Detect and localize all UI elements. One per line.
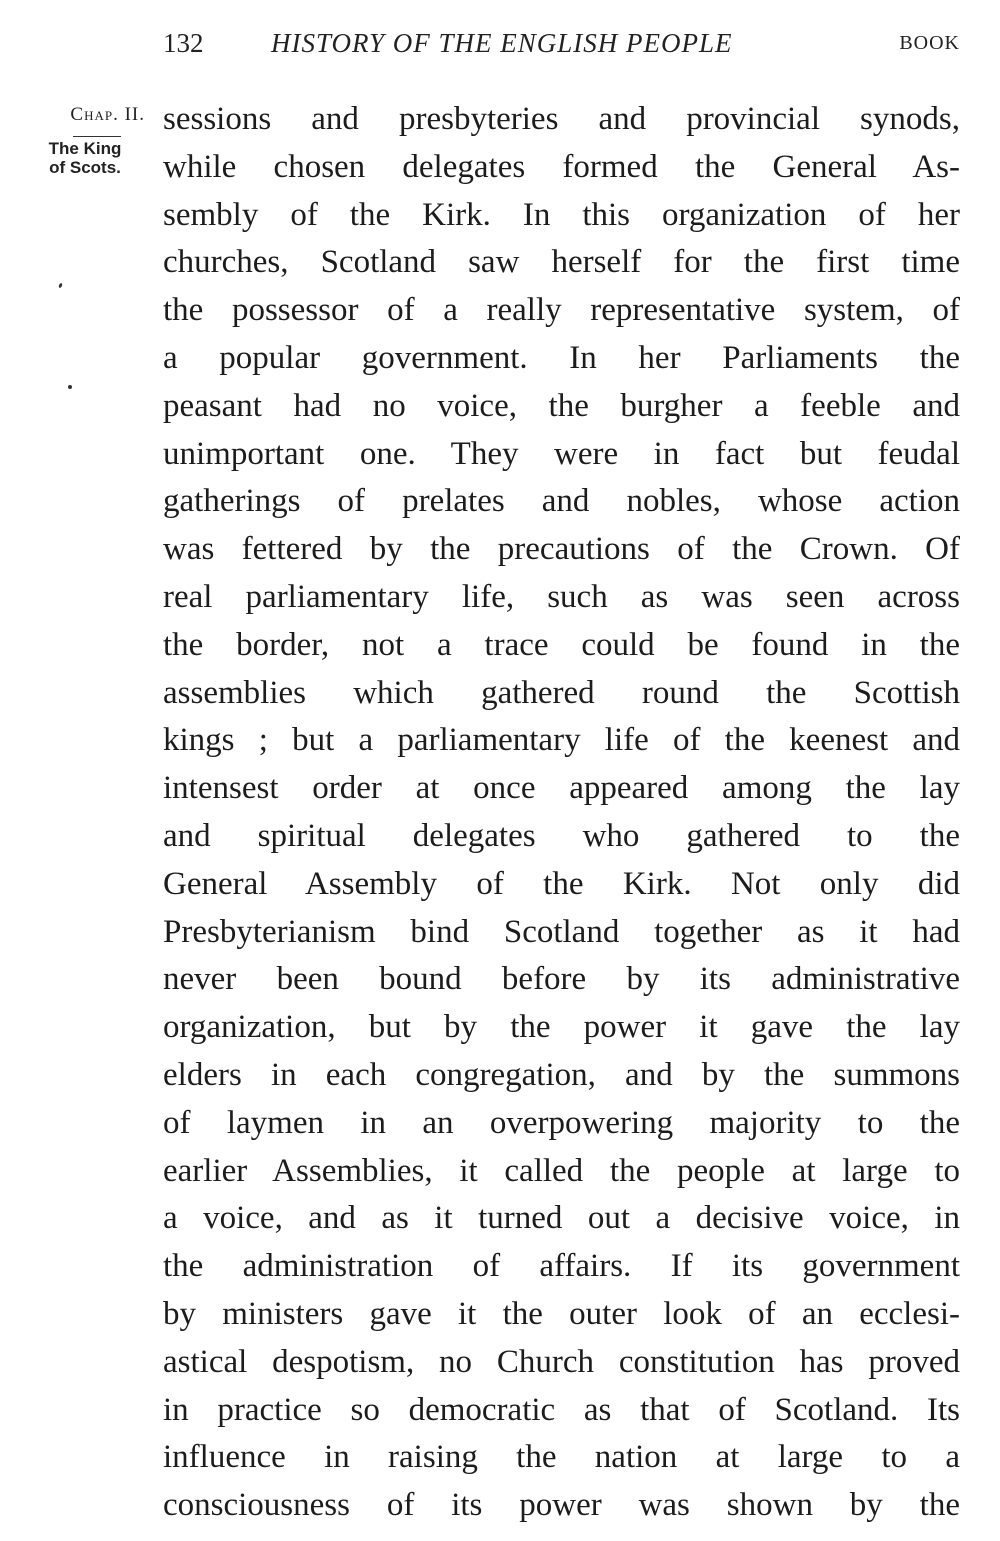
text-line: elders in each congregation, and by the summons <box>163 1056 960 1093</box>
text-line: earlier Assemblies, it called the people at large to <box>163 1152 960 1189</box>
body-text <box>163 96 960 1530</box>
text-line: astical despotism, no Church constitution has proved <box>163 1343 960 1380</box>
text-line: the border, not a trace could be found in the <box>163 626 960 663</box>
text-line: of laymen in an overpowering majority to the <box>163 1104 960 1141</box>
text-line: unimportant one. They were in fact but feudal <box>163 435 960 472</box>
running-title: HISTORY OF THE ENGLISH PEOPLE <box>271 28 733 58</box>
text-line: intensest order at once appeared among the lay <box>163 770 960 807</box>
text-line: Presbyterianism bind Scotland together as it had <box>163 913 960 950</box>
text-line: organization, but by the power it gave the lay <box>163 1009 960 1046</box>
text-line: real parliamentary life, such as was seen across <box>163 578 960 615</box>
text-line: churches, Scotland saw herself for the first time <box>163 244 960 281</box>
text-line: kings ; but a parliamentary life of the keenest and <box>163 722 960 759</box>
running-head <box>163 26 960 60</box>
page-number: 132 <box>163 28 204 58</box>
text-line: sessions and presbyteries and provincial synods, <box>163 101 960 137</box>
text-line: influence in raising the nation at large to a <box>163 1439 960 1476</box>
text-line: by ministers gave it the outer look of an ecclesi- <box>163 1295 960 1332</box>
text-line: sembly of the Kirk. In this organization of her <box>163 196 960 233</box>
margin-rule <box>73 136 121 137</box>
book-label: BOOK <box>899 32 960 54</box>
text-line: while chosen delegates formed the General As- <box>163 148 960 185</box>
text-line: a voice, and as it turned out a decisive voice, in <box>163 1200 960 1237</box>
text-line: the administration of affairs. If its government <box>163 1248 960 1285</box>
text-line: peasant had no voice, the burgher a feeble and <box>163 387 960 424</box>
text-line: consciousness of its power was shown by the <box>163 1487 960 1524</box>
text-line: was fettered by the precautions of the Crown. Of <box>163 531 960 568</box>
chapter-label: Chap. II. <box>70 104 145 125</box>
ink-speck-2 <box>68 385 72 389</box>
text-line: never been bound before by its administrative <box>163 961 960 998</box>
sidenote-line-1: The King <box>48 139 122 158</box>
sidenote <box>30 139 140 177</box>
ink-speck-1 <box>58 283 63 289</box>
text-line: a popular government. In her Parliaments the <box>163 339 960 376</box>
text-line: gatherings of prelates and nobles, whose action <box>163 483 960 520</box>
text-line: General Assembly of the Kirk. Not only did <box>163 865 960 902</box>
text-line: the possessor of a really representative system, of <box>163 292 960 329</box>
text-line: and spiritual delegates who gathered to the <box>163 817 960 854</box>
margin-column <box>20 100 145 177</box>
text-line: assemblies which gathered round the Scottish <box>163 674 960 711</box>
sidenote-line-2: of Scots. <box>49 158 121 177</box>
text-line: in practice so democratic as that of Scotland. Its <box>163 1391 960 1428</box>
